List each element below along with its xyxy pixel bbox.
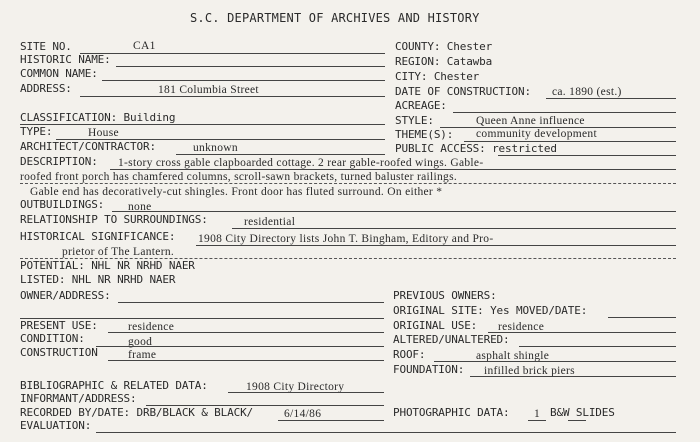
relationship-value: residential (244, 216, 296, 228)
outbuildings-value: none (128, 201, 152, 213)
description-line-1: 1-story cross gable clapboarded cottage. 2 rear gable-roofed wings. Gable- (118, 157, 484, 169)
foundation-line (470, 376, 676, 377)
photo-bw-line (568, 420, 586, 421)
card-header: S.C. DEPARTMENT OF ARCHIVES AND HISTORY (190, 11, 480, 25)
site-no-line (80, 53, 385, 54)
construction-label: CONSTRUCTION (20, 346, 98, 359)
description-rule-2 (20, 183, 676, 184)
altered-line (519, 346, 676, 347)
present-use-value: residence (128, 321, 175, 333)
condition-value: good (128, 336, 153, 348)
address-value: 181 Columbia Street (158, 84, 259, 96)
county: COUNTY: Chester (395, 40, 493, 53)
description-rule-1 (110, 169, 676, 170)
recorded-label: RECORDED BY/DATE: DRB/BLACK & BLACK/ (20, 406, 254, 419)
description-line-2: roofed front porch has chamfered columns, scroll-sawn brackets, turned baluster railings. (20, 171, 458, 183)
altered-label: ALTERED/UNALTERED: (393, 333, 510, 346)
architect-label: ARCHITECT/CONTRACTOR: (20, 140, 156, 153)
historic-name-line (116, 66, 385, 67)
common-name-label: COMMON NAME: (20, 67, 98, 80)
original-use-value: residence (498, 321, 545, 333)
roof-label: ROOF: (393, 348, 426, 361)
significance-line-1: 1908 City Directory lists John T. Bingham, Editory and Pro- (198, 233, 494, 245)
present-use-line (108, 332, 384, 333)
description-line-3: Gable end has decoratively-cut shingles. Front door has fluted surround. On either * (30, 186, 443, 198)
classification: CLASSIFICATION: Building (20, 111, 176, 124)
evaluation-label: EVALUATION: (20, 419, 92, 432)
owner-label: OWNER/ADDRESS: (20, 289, 111, 302)
theme-value: community development (476, 128, 597, 140)
classification-line (20, 124, 385, 125)
present-use-label: PRESENT USE: (20, 319, 98, 332)
style-label: STYLE: (395, 114, 434, 127)
owner-line-1 (118, 302, 384, 303)
original-use-label: ORIGINAL USE: (393, 319, 478, 332)
common-name-line (102, 80, 385, 81)
public-access-line (498, 155, 676, 156)
foundation-value: infilled brick piers (484, 365, 575, 377)
region: REGION: Catawba (395, 55, 493, 68)
site-no-label: SITE NO. (20, 40, 72, 53)
roof-line (434, 361, 676, 362)
biblio-line (228, 392, 384, 393)
theme-label: THEME(S): (395, 128, 454, 141)
type-value: House (88, 127, 119, 139)
roof-value: asphalt shingle (476, 350, 550, 362)
original-site: ORIGINAL SITE: Yes MOVED/DATE: (393, 304, 588, 317)
outbuildings-label: OUTBUILDINGS: (20, 198, 105, 211)
condition-label: CONDITION: (20, 332, 85, 345)
public-access: PUBLIC ACCESS: restricted (395, 142, 557, 155)
biblio-value: 1908 City Directory (246, 381, 345, 393)
address-label: ADDRESS: (20, 82, 72, 95)
moved-line (608, 317, 676, 318)
architect-line (176, 154, 385, 155)
acreage-line (453, 112, 676, 113)
historic-name-label: HISTORIC NAME: (20, 53, 111, 66)
description-label: DESCRIPTION: (20, 155, 98, 168)
recorded-line (278, 420, 384, 421)
date-label: DATE OF CONSTRUCTION: (395, 85, 531, 98)
original-use-line (488, 332, 676, 333)
relationship-label: RELATIONSHIP TO SURROUNDINGS: (20, 213, 208, 226)
style-value: Queen Anne influence (476, 115, 585, 127)
biblio-label: BIBLIOGRAPHIC & RELATED DATA: (20, 379, 208, 392)
type-label: TYPE: (20, 125, 53, 138)
previous-owners-label: PREVIOUS OWNERS: (393, 289, 497, 302)
significance-rule-1 (196, 245, 676, 246)
photo-rest: B&W SLIDES (550, 406, 615, 419)
photo-count-line (528, 420, 546, 421)
photographic-label: PHOTOGRAPHIC DATA: (393, 406, 510, 419)
construction-value: frame (128, 349, 157, 361)
architect-value: unknown (193, 142, 238, 154)
significance-line-2: prietor of The Lantern. (62, 246, 175, 258)
informant-label: INFORMANT/ADDRESS: (20, 392, 137, 405)
outbuildings-line (112, 211, 676, 212)
recorded-date: 6/14/86 (284, 408, 322, 420)
site-no-value: CA1 (133, 40, 156, 52)
date-value: ca. 1890 (est.) (552, 86, 622, 98)
date-line (546, 98, 676, 99)
relationship-line (232, 228, 676, 229)
foundation-label: FOUNDATION: (393, 363, 465, 376)
construction-line (108, 360, 384, 361)
significance-label: HISTORICAL SIGNIFICANCE: (20, 230, 176, 243)
evaluation-line (96, 432, 676, 433)
condition-line (96, 346, 384, 347)
city: CITY: Chester (395, 70, 480, 83)
address-line (80, 96, 385, 97)
acreage-label: ACREAGE: (395, 99, 447, 112)
listed: LISTED: NHL NR NRHD NAER (20, 273, 176, 286)
photo-count: 1 (534, 408, 541, 420)
potential: POTENTIAL: NHL NR NRHD NAER (20, 259, 195, 272)
